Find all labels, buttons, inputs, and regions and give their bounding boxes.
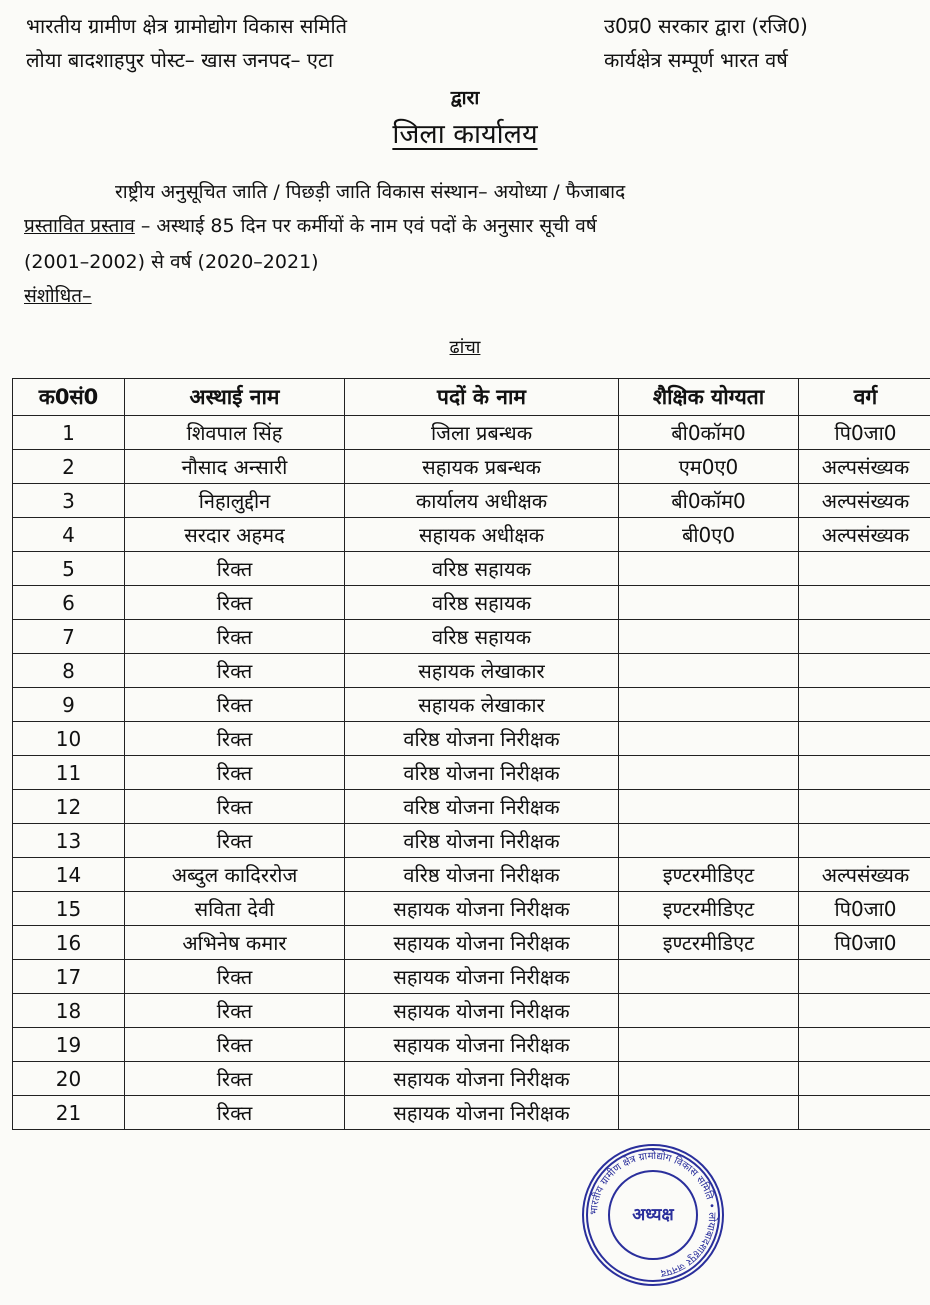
post-cell: सहायक योजना निरीक्षक <box>345 994 619 1028</box>
name-cell: निहालुद्दीन <box>125 484 345 518</box>
column-header: शैक्षिक योग्यता <box>619 379 799 416</box>
serial-cell: 13 <box>13 824 125 858</box>
qualification-cell <box>619 790 799 824</box>
institute-line: राष्ट्रीय अनुसूचित जाति / पिछड़ी जाति विकास संस्थान– अयोध्या / फैजाबाद <box>115 181 626 203</box>
qualification-cell <box>619 960 799 994</box>
table-row <box>13 416 930 450</box>
post-cell: वरिष्ठ योजना निरीक्षक <box>345 824 619 858</box>
category-cell <box>799 688 930 722</box>
serial-cell: 3 <box>13 484 125 518</box>
post-cell: वरिष्ठ सहायक <box>345 586 619 620</box>
table-row <box>13 1096 930 1130</box>
name-cell: रिक्त <box>125 552 345 586</box>
qualification-cell <box>619 1062 799 1096</box>
post-cell: वरिष्ठ योजना निरीक्षक <box>345 858 619 892</box>
name-cell: अब्दुल कादिररोज <box>125 858 345 892</box>
post-cell: सहायक लेखाकार <box>345 688 619 722</box>
category-cell <box>799 1028 930 1062</box>
table-row <box>13 1062 930 1096</box>
table-row <box>13 960 930 994</box>
name-cell: रिक्त <box>125 824 345 858</box>
qualification-cell: एम0ए0 <box>619 450 799 484</box>
category-cell: अल्पसंख्यक <box>799 450 930 484</box>
seal-center-text: अध्यक्ष <box>632 1205 674 1225</box>
qualification-cell: बी0ए0 <box>619 518 799 552</box>
serial-cell: 18 <box>13 994 125 1028</box>
post-cell: सहायक योजना निरीक्षक <box>345 926 619 960</box>
category-cell <box>799 756 930 790</box>
post-cell: कार्यालय अधीक्षक <box>345 484 619 518</box>
category-cell <box>799 552 930 586</box>
staff-roster-table <box>12 378 930 1130</box>
name-cell: रिक्त <box>125 688 345 722</box>
category-cell <box>799 790 930 824</box>
serial-cell: 4 <box>13 518 125 552</box>
table-row <box>13 994 930 1028</box>
table-row <box>13 552 930 586</box>
post-cell: सहायक योजना निरीक्षक <box>345 892 619 926</box>
serial-cell: 15 <box>13 892 125 926</box>
seal-ring-text: भारतीय ग्रामीण क्षेत्र ग्रामोद्योग विकास समिति • लोयाबादशाहपुर जनपद <box>588 1150 718 1279</box>
table-row <box>13 756 930 790</box>
serial-cell: 17 <box>13 960 125 994</box>
serial-cell: 2 <box>13 450 125 484</box>
serial-cell: 6 <box>13 586 125 620</box>
post-cell: वरिष्ठ सहायक <box>345 620 619 654</box>
table-row <box>13 484 930 518</box>
category-cell <box>799 824 930 858</box>
qualification-cell <box>619 620 799 654</box>
org-address: लोया बादशाहपुर पोस्ट– खास जनपद– एटा <box>26 48 334 72</box>
name-cell: रिक्त <box>125 654 345 688</box>
category-cell: पि0जा0 <box>799 416 930 450</box>
name-cell: नौसाद अन्सारी <box>125 450 345 484</box>
category-cell <box>799 1096 930 1130</box>
name-cell: शिवपाल सिंह <box>125 416 345 450</box>
name-cell: रिक्त <box>125 722 345 756</box>
proposal-label: प्रस्तावित प्रस्ताव <box>24 215 135 237</box>
serial-cell: 1 <box>13 416 125 450</box>
qualification-cell: इण्टरमीडिएट <box>619 892 799 926</box>
qualification-cell: बी0कॉम0 <box>619 416 799 450</box>
category-cell <box>799 1062 930 1096</box>
qualification-cell <box>619 824 799 858</box>
serial-cell: 21 <box>13 1096 125 1130</box>
category-cell <box>799 620 930 654</box>
proposal-text: – अस्थाई 85 दिन पर कर्मीयों के नाम एवं पदों के अनुसार सूची वर्ष <box>134 215 597 237</box>
serial-cell: 8 <box>13 654 125 688</box>
work-area-note: कार्यक्षेत्र सम्पूर्ण भारत वर्ष <box>604 48 788 72</box>
post-cell: सहायक योजना निरीक्षक <box>345 1028 619 1062</box>
table-row <box>13 654 930 688</box>
table-row <box>13 620 930 654</box>
table-row <box>13 892 930 926</box>
category-cell <box>799 654 930 688</box>
table-row <box>13 518 930 552</box>
structure-caption: ढांचा <box>449 337 481 358</box>
post-cell: सहायक अधीक्षक <box>345 518 619 552</box>
serial-cell: 14 <box>13 858 125 892</box>
qualification-cell <box>619 688 799 722</box>
office-title-text: जिला कार्यालय <box>392 119 538 150</box>
table-row <box>13 586 930 620</box>
category-cell: पि0जा0 <box>799 926 930 960</box>
serial-cell: 11 <box>13 756 125 790</box>
category-cell: अल्पसंख्यक <box>799 858 930 892</box>
org-name: भारतीय ग्रामीण क्षेत्र ग्रामोद्योग विकास समिति <box>26 14 348 38</box>
post-cell: सहायक योजना निरीक्षक <box>345 960 619 994</box>
table-row <box>13 858 930 892</box>
name-cell: रिक्त <box>125 1096 345 1130</box>
name-cell: सविता देवी <box>125 892 345 926</box>
table-row <box>13 688 930 722</box>
serial-cell: 16 <box>13 926 125 960</box>
qualification-cell <box>619 586 799 620</box>
qualification-cell <box>619 552 799 586</box>
name-cell: सरदार अहमद <box>125 518 345 552</box>
serial-cell: 19 <box>13 1028 125 1062</box>
serial-cell: 7 <box>13 620 125 654</box>
serial-cell: 9 <box>13 688 125 722</box>
qualification-cell <box>619 994 799 1028</box>
post-cell: वरिष्ठ योजना निरीक्षक <box>345 756 619 790</box>
post-cell: सहायक लेखाकार <box>345 654 619 688</box>
qualification-cell: बी0कॉम0 <box>619 484 799 518</box>
post-cell: वरिष्ठ सहायक <box>345 552 619 586</box>
table-row <box>13 790 930 824</box>
category-cell <box>799 960 930 994</box>
registration-note: उ0प्र0 सरकार द्वारा (रजि0) <box>604 14 808 38</box>
by-label: द्वारा <box>450 87 480 109</box>
post-cell: जिला प्रबन्धक <box>345 416 619 450</box>
category-cell: पि0जा0 <box>799 892 930 926</box>
name-cell: रिक्त <box>125 586 345 620</box>
name-cell: रिक्त <box>125 756 345 790</box>
table-row <box>13 450 930 484</box>
name-cell: रिक्त <box>125 1062 345 1096</box>
serial-cell: 20 <box>13 1062 125 1096</box>
qualification-cell <box>619 722 799 756</box>
table-header-row <box>13 379 930 416</box>
category-cell <box>799 722 930 756</box>
post-cell: वरिष्ठ योजना निरीक्षक <box>345 722 619 756</box>
qualification-cell <box>619 1028 799 1062</box>
name-cell: रिक्त <box>125 1028 345 1062</box>
column-header: पदों के नाम <box>345 379 619 416</box>
column-header: अस्थाई नाम <box>125 379 345 416</box>
column-header: वर्ग <box>799 379 930 416</box>
table-row <box>13 824 930 858</box>
name-cell: रिक्त <box>125 790 345 824</box>
category-cell <box>799 586 930 620</box>
table-body <box>13 416 930 1130</box>
name-cell: रिक्त <box>125 620 345 654</box>
post-cell: वरिष्ठ योजना निरीक्षक <box>345 790 619 824</box>
post-cell: सहायक योजना निरीक्षक <box>345 1062 619 1096</box>
qualification-cell <box>619 654 799 688</box>
name-cell: रिक्त <box>125 994 345 1028</box>
category-cell <box>799 994 930 1028</box>
table-row <box>13 1028 930 1062</box>
table-row <box>13 722 930 756</box>
name-cell: अभिनेष कमार <box>125 926 345 960</box>
serial-cell: 10 <box>13 722 125 756</box>
years-line: (2001–2002) से वर्ष (2020–2021) <box>24 251 319 273</box>
serial-cell: 5 <box>13 552 125 586</box>
qualification-cell: इण्टरमीडिएट <box>619 858 799 892</box>
proposal-line <box>24 212 597 238</box>
president-seal <box>578 1140 728 1290</box>
category-cell: अल्पसंख्यक <box>799 518 930 552</box>
column-header: क0सं0 <box>13 379 125 416</box>
name-cell: रिक्त <box>125 960 345 994</box>
post-cell: सहायक प्रबन्धक <box>345 450 619 484</box>
qualification-cell <box>619 1096 799 1130</box>
office-title <box>0 114 930 151</box>
qualification-cell: इण्टरमीडिएट <box>619 926 799 960</box>
table-row <box>13 926 930 960</box>
qualification-cell <box>619 756 799 790</box>
category-cell: अल्पसंख्यक <box>799 484 930 518</box>
post-cell: सहायक योजना निरीक्षक <box>345 1096 619 1130</box>
amended-label: संशोधित– <box>24 285 92 307</box>
serial-cell: 12 <box>13 790 125 824</box>
